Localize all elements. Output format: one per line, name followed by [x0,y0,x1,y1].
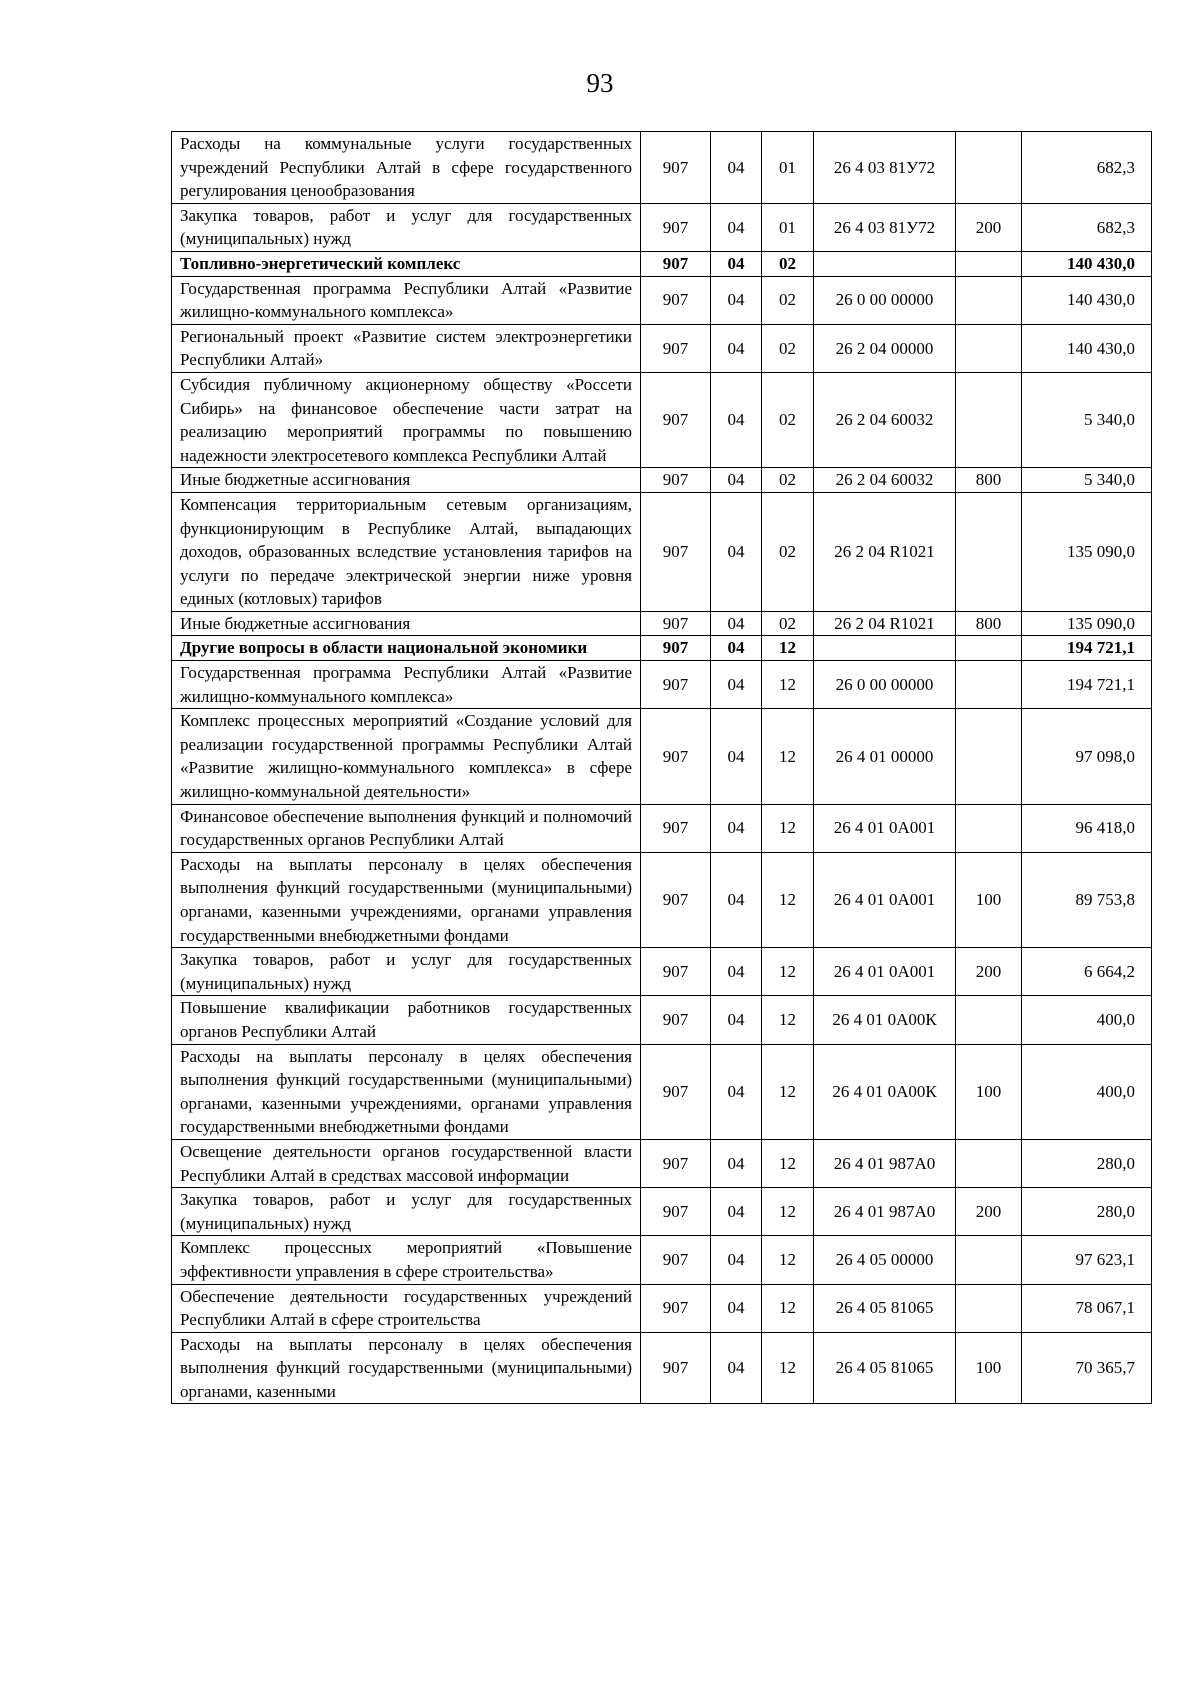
expense-name-cell: Топливно-энергетический комплекс [172,251,641,276]
section-code-cell: 04 [711,132,762,204]
expense-type-cell [956,996,1022,1044]
admin-code-cell: 907 [641,1284,711,1332]
subsection-code-cell: 02 [762,251,814,276]
amount-cell: 6 664,2 [1022,948,1152,996]
expense-name-cell: Обеспечение деятельности государственных учреждений Республики Алтай в сфере строительства [172,1284,641,1332]
expense-type-cell: 800 [956,611,1022,636]
expense-type-cell: 800 [956,468,1022,493]
expense-name-cell: Другие вопросы в области национальной экономики [172,636,641,661]
expense-name-cell: Расходы на выплаты персоналу в целях обеспечения выполнения функций государственными (муниципальными) органами, казенными учреждениями, органами управления государственными внебюджетными фондами [172,852,641,947]
table-row [172,709,1152,804]
target-article-cell: 26 4 05 81065 [814,1332,956,1404]
subsection-code-cell: 12 [762,948,814,996]
section-code-cell: 04 [711,1284,762,1332]
amount-cell: 682,3 [1022,132,1152,204]
admin-code-cell: 907 [641,1332,711,1404]
target-article-cell: 26 2 04 60032 [814,372,956,467]
section-code-cell: 04 [711,276,762,324]
amount-cell: 682,3 [1022,203,1152,251]
section-code-cell: 04 [711,1236,762,1284]
admin-code-cell: 907 [641,372,711,467]
target-article-cell: 26 2 04 60032 [814,468,956,493]
amount-cell: 5 340,0 [1022,468,1152,493]
admin-code-cell: 907 [641,468,711,493]
table-row [172,804,1152,852]
target-article-cell: 26 2 04 00000 [814,324,956,372]
page-number: 93 [586,68,614,98]
admin-code-cell: 907 [641,948,711,996]
table-row [172,636,1152,661]
subsection-code-cell: 02 [762,324,814,372]
target-article-cell: 26 4 01 0А00К [814,1044,956,1139]
expense-type-cell: 100 [956,852,1022,947]
subsection-code-cell: 01 [762,203,814,251]
admin-code-cell: 907 [641,1236,711,1284]
amount-cell: 280,0 [1022,1139,1152,1187]
expense-type-cell [956,1139,1022,1187]
section-code-cell: 04 [711,636,762,661]
table-row [172,852,1152,947]
subsection-code-cell: 12 [762,1284,814,1332]
amount-cell: 400,0 [1022,996,1152,1044]
admin-code-cell: 907 [641,636,711,661]
admin-code-cell: 907 [641,1139,711,1187]
expense-type-cell [956,804,1022,852]
subsection-code-cell: 02 [762,468,814,493]
expense-name-cell: Субсидия публичному акционерному обществу «Россети Сибирь» на финансовое обеспечение части затрат на реализацию мероприятий программы по повышению надежности электросетевого комплекса Республики Алтай [172,372,641,467]
expense-type-cell [956,1236,1022,1284]
amount-cell: 78 067,1 [1022,1284,1152,1332]
target-article-cell: 26 0 00 00000 [814,661,956,709]
admin-code-cell: 907 [641,276,711,324]
expense-type-cell [956,324,1022,372]
target-article-cell: 26 4 05 00000 [814,1236,956,1284]
section-code-cell: 04 [711,372,762,467]
section-code-cell: 04 [711,996,762,1044]
section-code-cell: 04 [711,1044,762,1139]
table-row [172,276,1152,324]
amount-cell: 140 430,0 [1022,324,1152,372]
table-row [172,468,1152,493]
target-article-cell: 26 2 04 R1021 [814,492,956,611]
subsection-code-cell: 12 [762,1139,814,1187]
expense-name-cell: Комплекс процессных мероприятий «Повышение эффективности управления в сфере строительства» [172,1236,641,1284]
admin-code-cell: 907 [641,1188,711,1236]
section-code-cell: 04 [711,468,762,493]
expense-name-cell: Освещение деятельности органов государственной власти Республики Алтай в средствах массовой информации [172,1139,641,1187]
admin-code-cell: 907 [641,492,711,611]
expense-type-cell: 200 [956,1188,1022,1236]
table-row [172,611,1152,636]
table-row [172,1188,1152,1236]
admin-code-cell: 907 [641,804,711,852]
section-code-cell: 04 [711,852,762,947]
subsection-code-cell: 12 [762,996,814,1044]
admin-code-cell: 907 [641,1044,711,1139]
expense-name-cell: Иные бюджетные ассигнования [172,468,641,493]
subsection-code-cell: 02 [762,276,814,324]
expense-type-cell: 100 [956,1044,1022,1139]
section-code-cell: 04 [711,1139,762,1187]
subsection-code-cell: 12 [762,1188,814,1236]
expense-type-cell [956,276,1022,324]
subsection-code-cell: 12 [762,1044,814,1139]
table-row [172,132,1152,204]
section-code-cell: 04 [711,661,762,709]
section-code-cell: 04 [711,324,762,372]
table-row [172,1044,1152,1139]
expense-name-cell: Закупка товаров, работ и услуг для государственных (муниципальных) нужд [172,203,641,251]
admin-code-cell: 907 [641,611,711,636]
expense-name-cell: Расходы на коммунальные услуги государственных учреждений Республики Алтай в сфере государственного регулирования ценообразования [172,132,641,204]
expense-name-cell: Комплекс процессных мероприятий «Создание условий для реализации государственной программы Республики Алтай «Развитие жилищно-коммунального комплекса» в сфере жилищно-коммунальной деятельности» [172,709,641,804]
section-code-cell: 04 [711,804,762,852]
amount-cell: 97 098,0 [1022,709,1152,804]
admin-code-cell: 907 [641,709,711,804]
target-article-cell [814,251,956,276]
amount-cell: 96 418,0 [1022,804,1152,852]
expense-type-cell [956,132,1022,204]
target-article-cell: 26 4 01 00000 [814,709,956,804]
table-row [172,661,1152,709]
subsection-code-cell: 12 [762,636,814,661]
expense-type-cell [956,709,1022,804]
amount-cell: 70 365,7 [1022,1332,1152,1404]
expense-type-cell [956,1284,1022,1332]
amount-cell: 194 721,1 [1022,661,1152,709]
section-code-cell: 04 [711,492,762,611]
expense-type-cell: 100 [956,1332,1022,1404]
subsection-code-cell: 12 [762,661,814,709]
admin-code-cell: 907 [641,132,711,204]
budget-table-body [172,132,1152,1404]
expense-type-cell [956,251,1022,276]
section-code-cell: 04 [711,203,762,251]
table-row [172,1236,1152,1284]
target-article-cell: 26 4 01 0А001 [814,804,956,852]
target-article-cell: 26 2 04 R1021 [814,611,956,636]
amount-cell: 140 430,0 [1022,276,1152,324]
subsection-code-cell: 12 [762,1332,814,1404]
section-code-cell: 04 [711,948,762,996]
expense-name-cell: Государственная программа Республики Алтай «Развитие жилищно-коммунального комплекса» [172,276,641,324]
expense-name-cell: Расходы на выплаты персоналу в целях обеспечения выполнения функций государственными (муниципальными) органами, казенными учреждениями, органами управления государственными внебюджетными фондами [172,1044,641,1139]
table-row [172,996,1152,1044]
expense-name-cell: Государственная программа Республики Алтай «Развитие жилищно-коммунального комплекса» [172,661,641,709]
target-article-cell: 26 4 05 81065 [814,1284,956,1332]
subsection-code-cell: 02 [762,372,814,467]
target-article-cell: 26 4 01 0А00К [814,996,956,1044]
section-code-cell: 04 [711,611,762,636]
table-row [172,251,1152,276]
subsection-code-cell: 02 [762,492,814,611]
amount-cell: 194 721,1 [1022,636,1152,661]
expense-name-cell: Закупка товаров, работ и услуг для государственных (муниципальных) нужд [172,1188,641,1236]
admin-code-cell: 907 [641,251,711,276]
expense-type-cell [956,636,1022,661]
section-code-cell: 04 [711,1188,762,1236]
amount-cell: 135 090,0 [1022,492,1152,611]
expense-type-cell [956,492,1022,611]
admin-code-cell: 907 [641,852,711,947]
expense-type-cell: 200 [956,948,1022,996]
subsection-code-cell: 12 [762,1236,814,1284]
amount-cell: 280,0 [1022,1188,1152,1236]
amount-cell: 5 340,0 [1022,372,1152,467]
table-row [172,372,1152,467]
amount-cell: 97 623,1 [1022,1236,1152,1284]
subsection-code-cell: 01 [762,132,814,204]
amount-cell: 89 753,8 [1022,852,1152,947]
expense-name-cell: Повышение квалификации работников государственных органов Республики Алтай [172,996,641,1044]
table-row [172,1284,1152,1332]
amount-cell: 135 090,0 [1022,611,1152,636]
admin-code-cell: 907 [641,203,711,251]
subsection-code-cell: 12 [762,852,814,947]
table-row [172,492,1152,611]
expense-name-cell: Компенсация территориальным сетевым организациям, функционирующим в Республике Алтай, выпадающих доходов, образованных вследствие установления тарифов на услуги по передаче электрической энергии ниже уровня единых (котловых) тарифов [172,492,641,611]
table-row [172,203,1152,251]
table-row [172,948,1152,996]
expense-name-cell: Расходы на выплаты персоналу в целях обеспечения выполнения функций государственными (муниципальными) органами, казенными [172,1332,641,1404]
admin-code-cell: 907 [641,324,711,372]
subsection-code-cell: 12 [762,709,814,804]
expense-type-cell [956,372,1022,467]
target-article-cell: 26 4 01 987А0 [814,1139,956,1187]
target-article-cell: 26 0 00 00000 [814,276,956,324]
section-code-cell: 04 [711,251,762,276]
expense-name-cell: Иные бюджетные ассигнования [172,611,641,636]
target-article-cell: 26 4 01 0А001 [814,948,956,996]
expense-name-cell: Закупка товаров, работ и услуг для государственных (муниципальных) нужд [172,948,641,996]
expense-type-cell [956,661,1022,709]
subsection-code-cell: 02 [762,611,814,636]
table-row [172,324,1152,372]
expense-name-cell: Региональный проект «Развитие систем электроэнергетики Республики Алтай» [172,324,641,372]
amount-cell: 400,0 [1022,1044,1152,1139]
expense-type-cell: 200 [956,203,1022,251]
section-code-cell: 04 [711,709,762,804]
table-row [172,1139,1152,1187]
target-article-cell: 26 4 03 81У72 [814,203,956,251]
budget-table [171,131,1152,1404]
admin-code-cell: 907 [641,996,711,1044]
subsection-code-cell: 12 [762,804,814,852]
target-article-cell: 26 4 01 0А001 [814,852,956,947]
amount-cell: 140 430,0 [1022,251,1152,276]
section-code-cell: 04 [711,1332,762,1404]
target-article-cell [814,636,956,661]
expense-name-cell: Финансовое обеспечение выполнения функций и полномочий государственных органов Республики Алтай [172,804,641,852]
admin-code-cell: 907 [641,661,711,709]
target-article-cell: 26 4 01 987А0 [814,1188,956,1236]
table-row [172,1332,1152,1404]
target-article-cell: 26 4 03 81У72 [814,132,956,204]
